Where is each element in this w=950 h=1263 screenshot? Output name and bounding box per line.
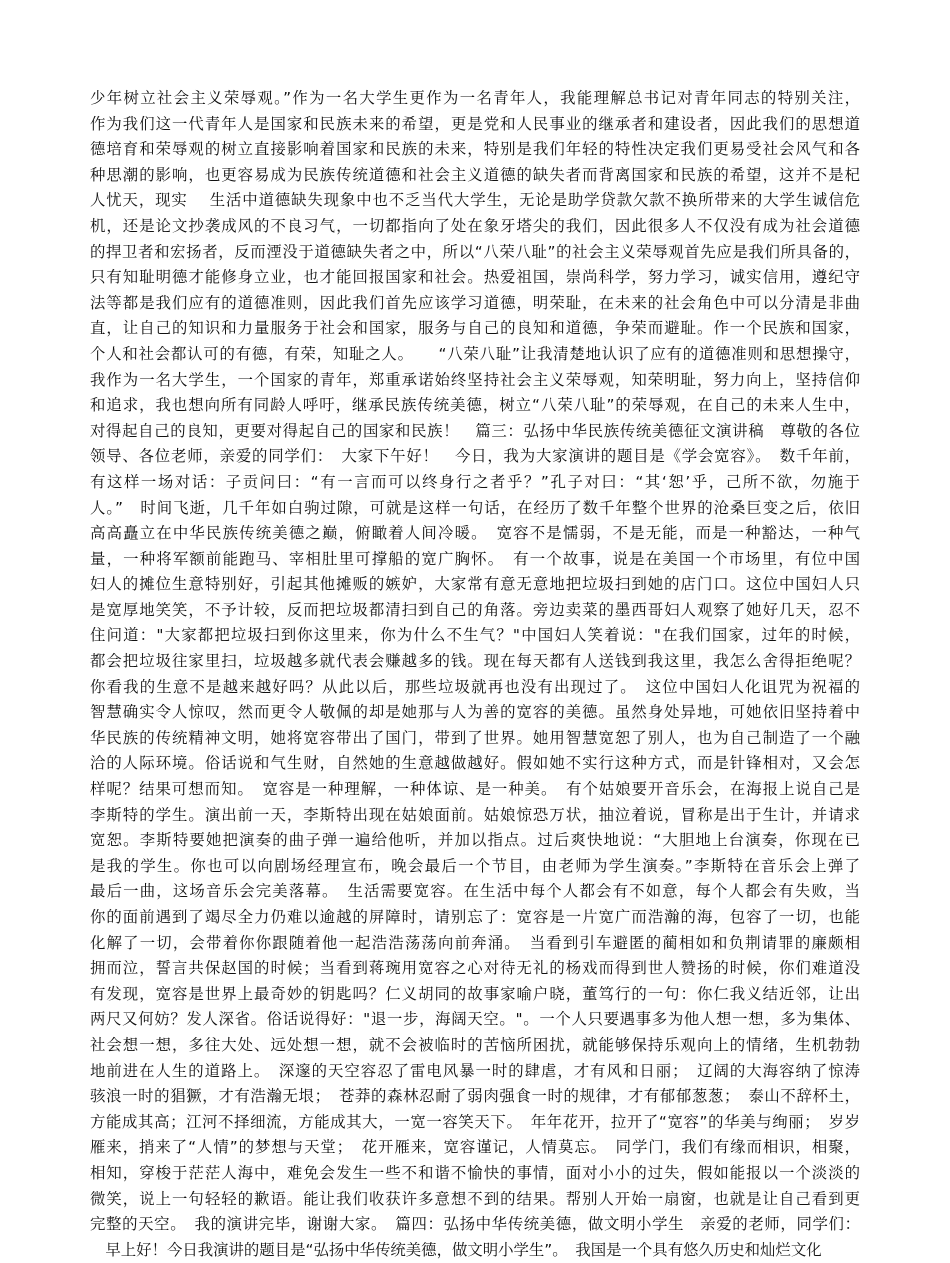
text-line: 完整的天空。 我的演讲完毕，谢谢大家。 篇四：弘扬中华传统美德，做文明小学生 亲爱的老师，同学们： [90,1215,860,1234]
text-line: 地前进在人生的道路上。 深邃的天空容忍了雷电风暴一时的肆虐，才有风和日丽； 辽阔的大海容纳了惊涛 [90,1061,860,1080]
document-body [90,86,860,1263]
text-line: 微笑，说上一句轻轻的歉语。能让我们收获许多意想不到的结果。帮别人开始一扇窗，也就是让自己看到更 [90,1189,860,1208]
text-line: 骇浪一时的猖獗，才有浩瀚无垠； 苍莽的森林忍耐了弱肉强食一时的规律，才有郁郁葱葱； 泰山不辞杯土， [90,1087,860,1106]
text-line: 德培育和荣辱观的树立直接影响着国家和民族的未来，特别是我们年轻的特性决定我们更易受社会风气和各 [90,140,860,159]
text-line: 只有知耻明德才能修身立业，也才能回报国家和社会。热爱祖国，崇尚科学，努力学习，诚实信用，遵纪守 [90,268,860,287]
text-line: 是我的学生。你也可以向剧场经理宣布，晚会最后一个节目，由老师为学生演奏。”李斯特在音乐会上弹了 [90,856,860,875]
text-line: 住问道："大家都把垃圾扫到你这里来，你为什么不生气？"中国妇人笑着说："在我们国家，过年的时候， [90,626,860,645]
text-line: 人忧天，现实 生活中道德缺失现象中也不乏当代大学生，无论是助学贷款欠款不换所带来的大学生诚信危 [90,191,860,210]
text-line: 是宽厚地笑笑，不予计较，反而把垃圾都清扫到自己的角落。旁边卖菜的墨西哥妇人观察了她好几天，忍不 [90,600,860,619]
text-line: 种思潮的影响，也更容易成为民族传统道德和社会主义道德的缺失者而背离国家和民族的希望，这并不是杞 [90,165,860,184]
text-line: 和追求，我也想向所有同龄人呼吁，继承民族传统美德，树立“八荣八耻”的荣辱观，在自己的未来人生中， [90,396,860,415]
text-line: 化解了一切，会带着你你跟随着他一起浩浩荡荡向前奔涌。 当看到引车避匿的蔺相如和负荆请罪的廉颇相 [90,933,860,952]
text-line: 你看我的生意不是越来越好吗？从此以后，那些垃圾就再也没有出现过了。 这位中国妇人化诅咒为祝福的 [90,677,860,696]
text-line: 拥而泣，誓言共保赵国的时候；当看到蒋琬用宽容之心对待无礼的杨戏而得到世人赞扬的时候，你们难道没 [90,959,860,978]
text-line: 相知，穿梭于茫茫人海中，难免会发生一些不和谐不愉快的事情，面对小小的过失，假如能报以一个淡淡的 [90,1163,860,1182]
text-line: 都会把垃圾往家里扫，垃圾越多就代表会赚越多的钱。现在每天都有人送钱到我这里，我怎么舍得拒绝呢？ [90,652,860,671]
text-line: 妇人的摊位生意特别好，引起其他摊贩的嫉妒，大家常有意无意地把垃圾扫到她的店门口。这位中国妇人只 [90,575,860,594]
text-line: 高高矗立在中华民族传统美德之巅，俯瞰着人间冷暖。 宽容不是懦弱，不是无能，而是一种豁达，一种气 [90,524,860,543]
text-line: 有发现，宽容是世界上最奇妙的钥匙吗？仁义胡同的故事家喻户晓，董笃行的一句：你仁我义结近邻，让出 [90,984,860,1003]
text-line: 领导、各位老师，亲爱的同学们： 大家下午好！ 今日，我为大家演讲的题目是《学会宽容》。 数千年前， [90,447,860,466]
text-line: 华民族的传统精神文明，她将宽容带出了国门，带到了世界。她用智慧宽恕了别人，也为自己制造了一个融 [90,728,860,747]
text-line: 雁来，捎来了“人情”的梦想与天堂； 花开雁来，宽容谨记，人情莫忘。 同学门，我们有缘而相识，相聚， [90,1138,860,1157]
text-line: 社会想一想，多往大处、远处想一想，就不会被临时的苦恼所困扰，就能够保持乐观向上的情绪，生机勃勃 [90,1035,860,1054]
text-line: 法等都是我们应有的道德准则，因此我们首先应该学习道德，明荣耻，在未来的社会角色中可以分清是非曲 [90,293,860,312]
text-line: 样呢？结果可想而知。 宽容是一种理解，一种体谅、是一种美。 有个姑娘要开音乐会，在海报上说自己是 [90,780,860,799]
text-line: 两尺又何妨？发人深省。俗话说得好："退一步，海阔天空。"。一个人只要遇事多为他人想一想，多为集体、 [90,1010,860,1029]
text-line: 的捍卫者和宏扬者，反而湮没于道德缺失者之中，所以“八荣八耻”的社会主义荣辱观首先应是我们所具备的， [90,242,860,261]
text-line: 李斯特的学生。演出前一天，李斯特出现在姑娘面前。姑娘惊恐万状，抽泣着说，冒称是出于生计，并请求 [90,805,860,824]
text-line: 对得起自己的良知，更要对得起自己的国家和民族！ 篇三：弘扬中华民族传统美德征文演讲稿 尊敬的各位 [90,421,860,440]
text-line: 洽的人际环境。俗话说和气生财，自然她的生意越做越好。假如她不实行这种方式，而是针锋相对，又会怎 [90,754,860,773]
text-line: 方能成其高；江河不择细流，方能成其大，一宽一容笑天下。 年年花开，拉开了“宽容”的华美与绚丽； 岁岁 [90,1112,860,1131]
text-line: 你的面前遇到了竭尽全力仍难以逾越的屏障时，请别忘了：宽容是一片宽广而浩瀚的海，包容了一切，也能 [90,908,860,926]
text-line: 早上好！今日我演讲的题目是“弘扬中华传统美德，做文明小学生”。 我国是一个具有悠久历史和灿烂文化 [90,1240,822,1259]
text-line: 少年树立社会主义荣辱观。”作为一名大学生更作为一名青年人，我能理解总书记对青年同志的特别关注， [90,89,860,107]
text-line: 量，一种将军额前能跑马、宰相肚里可撑船的宽广胸怀。 有一个故事，说是在美国一个市场里，有位中国 [90,549,860,568]
text-line: 最后一曲，这场音乐会完美落幕。 生活需要宽容。在生活中每个人都会有不如意，每个人都会有失败，当 [90,882,860,901]
text-line: 宽恕。李斯特要她把演奏的曲子弹一遍给他听，并加以指点。过后爽快地说：“大胆地上台演奏，你现在已 [90,831,860,850]
text-line: 智慧确实令人惊叹，然而更令人敬佩的却是她那与人为善的宽容的美德。虽然身处异地，可她依旧坚持着中 [90,703,860,722]
text-line: 有这样一场对话：子贡问曰：“有一言而可以终身行之者乎？”孔子对曰：“其‘恕’乎，己所不欲，勿施于 [90,472,860,491]
text-line: 直，让自己的知识和力量服务于社会和国家，服务与自己的良知和道德，争荣而避耻。作一个民族和国家， [90,319,860,338]
text-line: 个人和社会都认可的有德，有荣，知耻之人。 “八荣八耻”让我清楚地认识了应有的道德准则和思想操守， [90,344,860,363]
text-line: 我作为一名大学生，一个国家的青年，郑重承诺始终坚持社会主义荣辱观，知荣明耻，努力向上，坚持信仰 [90,370,860,389]
text-line: 人。” 时间飞逝，几千年如白驹过隙，可就是这样一句话，在经历了数千年整个世界的沧桑巨变之后，依旧 [90,498,860,517]
text-line: 作为我们这一代青年人是国家和民族未来的希望，更是党和人民事业的继承者和建设者，因此我们的思想道 [90,114,860,133]
text-line: 机，还是论文抄袭成风的不良习气，一切都指向了处在象牙塔尖的我们，因此很多人不仅没有成为社会道德 [90,216,860,235]
